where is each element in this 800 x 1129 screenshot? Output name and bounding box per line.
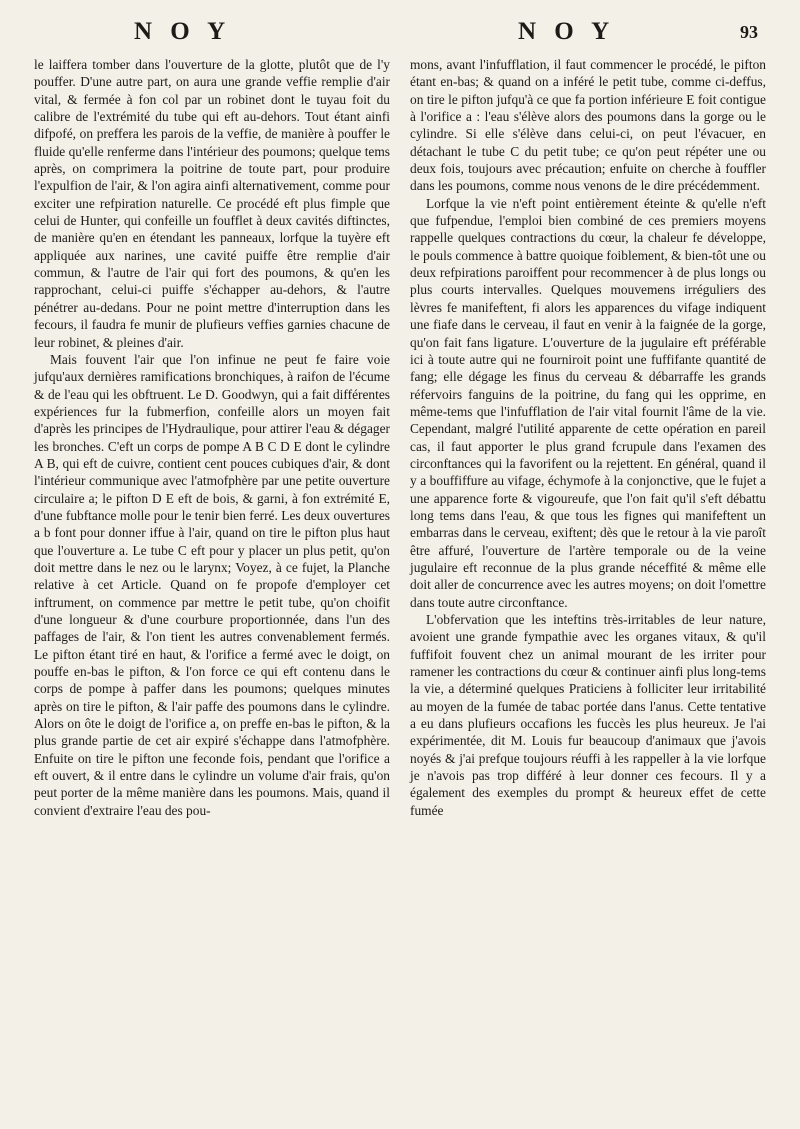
paragraph: L'obfervation que les inteftins très-irritables de leur nature, avoient une grande fympathie avec les organes vitaux, & qu'il fuffifoit fouvent chez un animal mourant de les irriter pour ramener les contractions du cœur & continuer ainfi plus long-tems la vie, a déterminé quelques Praticiens à folliciter leur irritabilité au moyen de la fumée de tabac portée dans l'anus. Cette tentative a eu dans plufieurs occafions les fuccès les plus heureux. Je l'ai expérimentée, dit M. Louis fur beaucoup d'animaux que j'avois noyés & j'ai prefque toujours réuffi à les rappeller à la vie lorfque je n'avois pas trop différé à leur donner ces fecours. Il y a également des exemples du prompt & heureux effet de cette fumée (410, 612, 766, 818)
paragraph: mons, avant l'infufflation, il faut commencer le procédé, le pifton étant en-bas; & quand on a inféré le petit tube, comme ci-deffus, on tire le pifton jufqu'à ce que fa portion inférieure E foit contigue à l'orifice a : l'eau s'élève alors des poumons dans la gorge ou le cylindre. Si elle s'élève dans celui-ci, on peut l'évacuer, en détachant le tube C du petit tube; ce qu'on peut répéter une ou deux fois, toujours avec précaution; enfuite on cherche à fouffler dans les poumons, comme nous venons de le dire précédemment. (410, 57, 766, 194)
paragraph: Lorfque la vie n'eft point entièrement éteinte & qu'elle n'eft que fufpendue, l'emploi bien combiné de ces premiers moyens rappelle quelques contractions du cœur, la chaleur fe développe, le pouls commence à battre quoique foiblement, & bien-tôt une ou deux refpirations paroiffent pour recommencer à de plus longs ou plus courts intervalles. Quelques mouvemens irréguliers des lèvres fe manifeftent, fi alors les apparences du vifage indiquent une fiafe dans le cerveau, il faut en venir à la faignée de la gorge, qu'on fait fans ligature. L'ouverture de la jugulaire eft préférable ici à toute autre qui ne fourniroit point une fuffifante quantité de fang; elle dégage les finus du cerveau & débarraffe les grands réfervoirs fanguins de la poitrine, du fang qui les opprime, en même-tems que l'infufflation de l'air vital fournit l'âme de la vie. Cependant, malgré l'utilité apparente de cette opération en pareil cas, il faut apporter le plus grand fcrupule dans l'examen des circonftances qui la favorifent ou la rejettent. En général, quand il y a bouffiffure au vifage, échymofe à la conjonctive, que le fujet a une apparence forte & vigoureufe, que l'on fait qu'il s'eft débattu long tems dans l'eau, & que tous les fignes qui manifeftent un embarras dans le cerveau, exiftent; dès que le retour à la vie paroît être affuré, l'ouverture de l'artère temporale ou de la veine jugulaire eft reconnue de la plus grande néceffité & même elle doit aller de concurrence avec les autres moyens; on doit l'omettre dans toute autre circonftance. (410, 195, 766, 610)
paragraph: le laiffera tomber dans l'ouverture de la glotte, plutôt que de l'y pouffer. D'une autre part, on aura une grande veffie remplie d'air vital, & fermée à fon col par un robinet dont le tuyau foit du calibre de l'extrémité du tube qui eft au-dehors. Tout étant ainfi difpofé, on preffera les parois de la veffie, de manière à pouffer le fluide qu'elle renferme dans l'intérieur des poumons; quelque tems après, on comprimera la poitrine de toute part, pour produire l'expulfion de l'air, & l'on agira ainfi alternativement, comme pour exciter une refpiration naturelle. Ce procédé eft plus fimple que celui de Hunter, qui confeille un foufflet à deux cavités diftinctes, de manière qu'en en étendant les panneaux, lorfque la tuyère eft appliquée aux narines, une cavité puiffe être remplie d'air commun, & l'autre de l'air qui fort des poumons, & qu'en les rapprochant, celui-ci puiffe s'échapper au-dehors, & l'autre pénétrer au-dedans. Pour ne point mettre d'interruption dans les fecours, il faudra fe munir de plufieurs veffies garnies chacune de leur robinet, & pleines d'air. (34, 57, 390, 350)
paragraph: Mais fouvent l'air que l'on infinue ne peut fe faire voie jufqu'aux dernières ramifications bronchiques, à raifon de l'écume & de l'eau qui les obftruent. Le D. Goodwyn, qui a fait différentes expériences fur la fubmerfion, confeille alors un moyen fait d'après les principes de l'Hydraulique, pour attirer l'eau & dégager les bronches. C'eft un corps de pompe A B C D E dont le cylindre A B, qui eft de cuivre, contient cent pouces cubiques d'air, & dont l'intérieur communique avec l'atmofphère par une petite ouverture circulaire a; le pifton D E eft de bois, & garni, à fon extrémité E, d'une fubftance molle pour le tenir bien ferré. Les deux ouvertures a b font pour donner iffue à l'air, quand on tire le pifton plus haut que l'ouverture a. Le tube C eft pour y placer un plus petit, qu'on doit mettre dans le nez ou le larynx; Voyez, à ce fujet, la Planche relative à cet Article. Quand on fe propofe d'employer cet inftrument, on commence par mettre le petit tube, qu'on choifit d'une longueur & d'une courbure proportionnée, dans l'un des paffages de l'air, & l'on tient les autres convenablement fermés. Le pifton étant tiré en haut, & l'orifice a fermé avec le doigt, on pouffe en-bas le pifton, & l'on force ce qui eft contenu dans le corps de pompe à paffer dans les poumons; quelques minutes après on tire le pifton, & l'air paffe des poumons dans le cylindre. Alors on ôte le doigt de l'orifice a, on preffe en-bas le pifton, & la plus grande partie de cet air expiré s'échappe dans l'atmofphère. Enfuite on tire le pifton une feconde fois, pendant que l'orifice a eft ouvert, & il entre dans le cylindre un volume d'air frais, qu'on peut porter de la même manière dans les poumons. Mais, quand il convient d'extraire l'eau des pou- (34, 351, 390, 818)
right-column (410, 56, 766, 819)
right-running-title: N O Y (518, 18, 616, 45)
left-column (34, 56, 390, 819)
left-running-title: N O Y (134, 18, 232, 45)
running-header (34, 14, 766, 56)
page-number: 93 (740, 22, 758, 42)
text-columns (34, 56, 766, 819)
